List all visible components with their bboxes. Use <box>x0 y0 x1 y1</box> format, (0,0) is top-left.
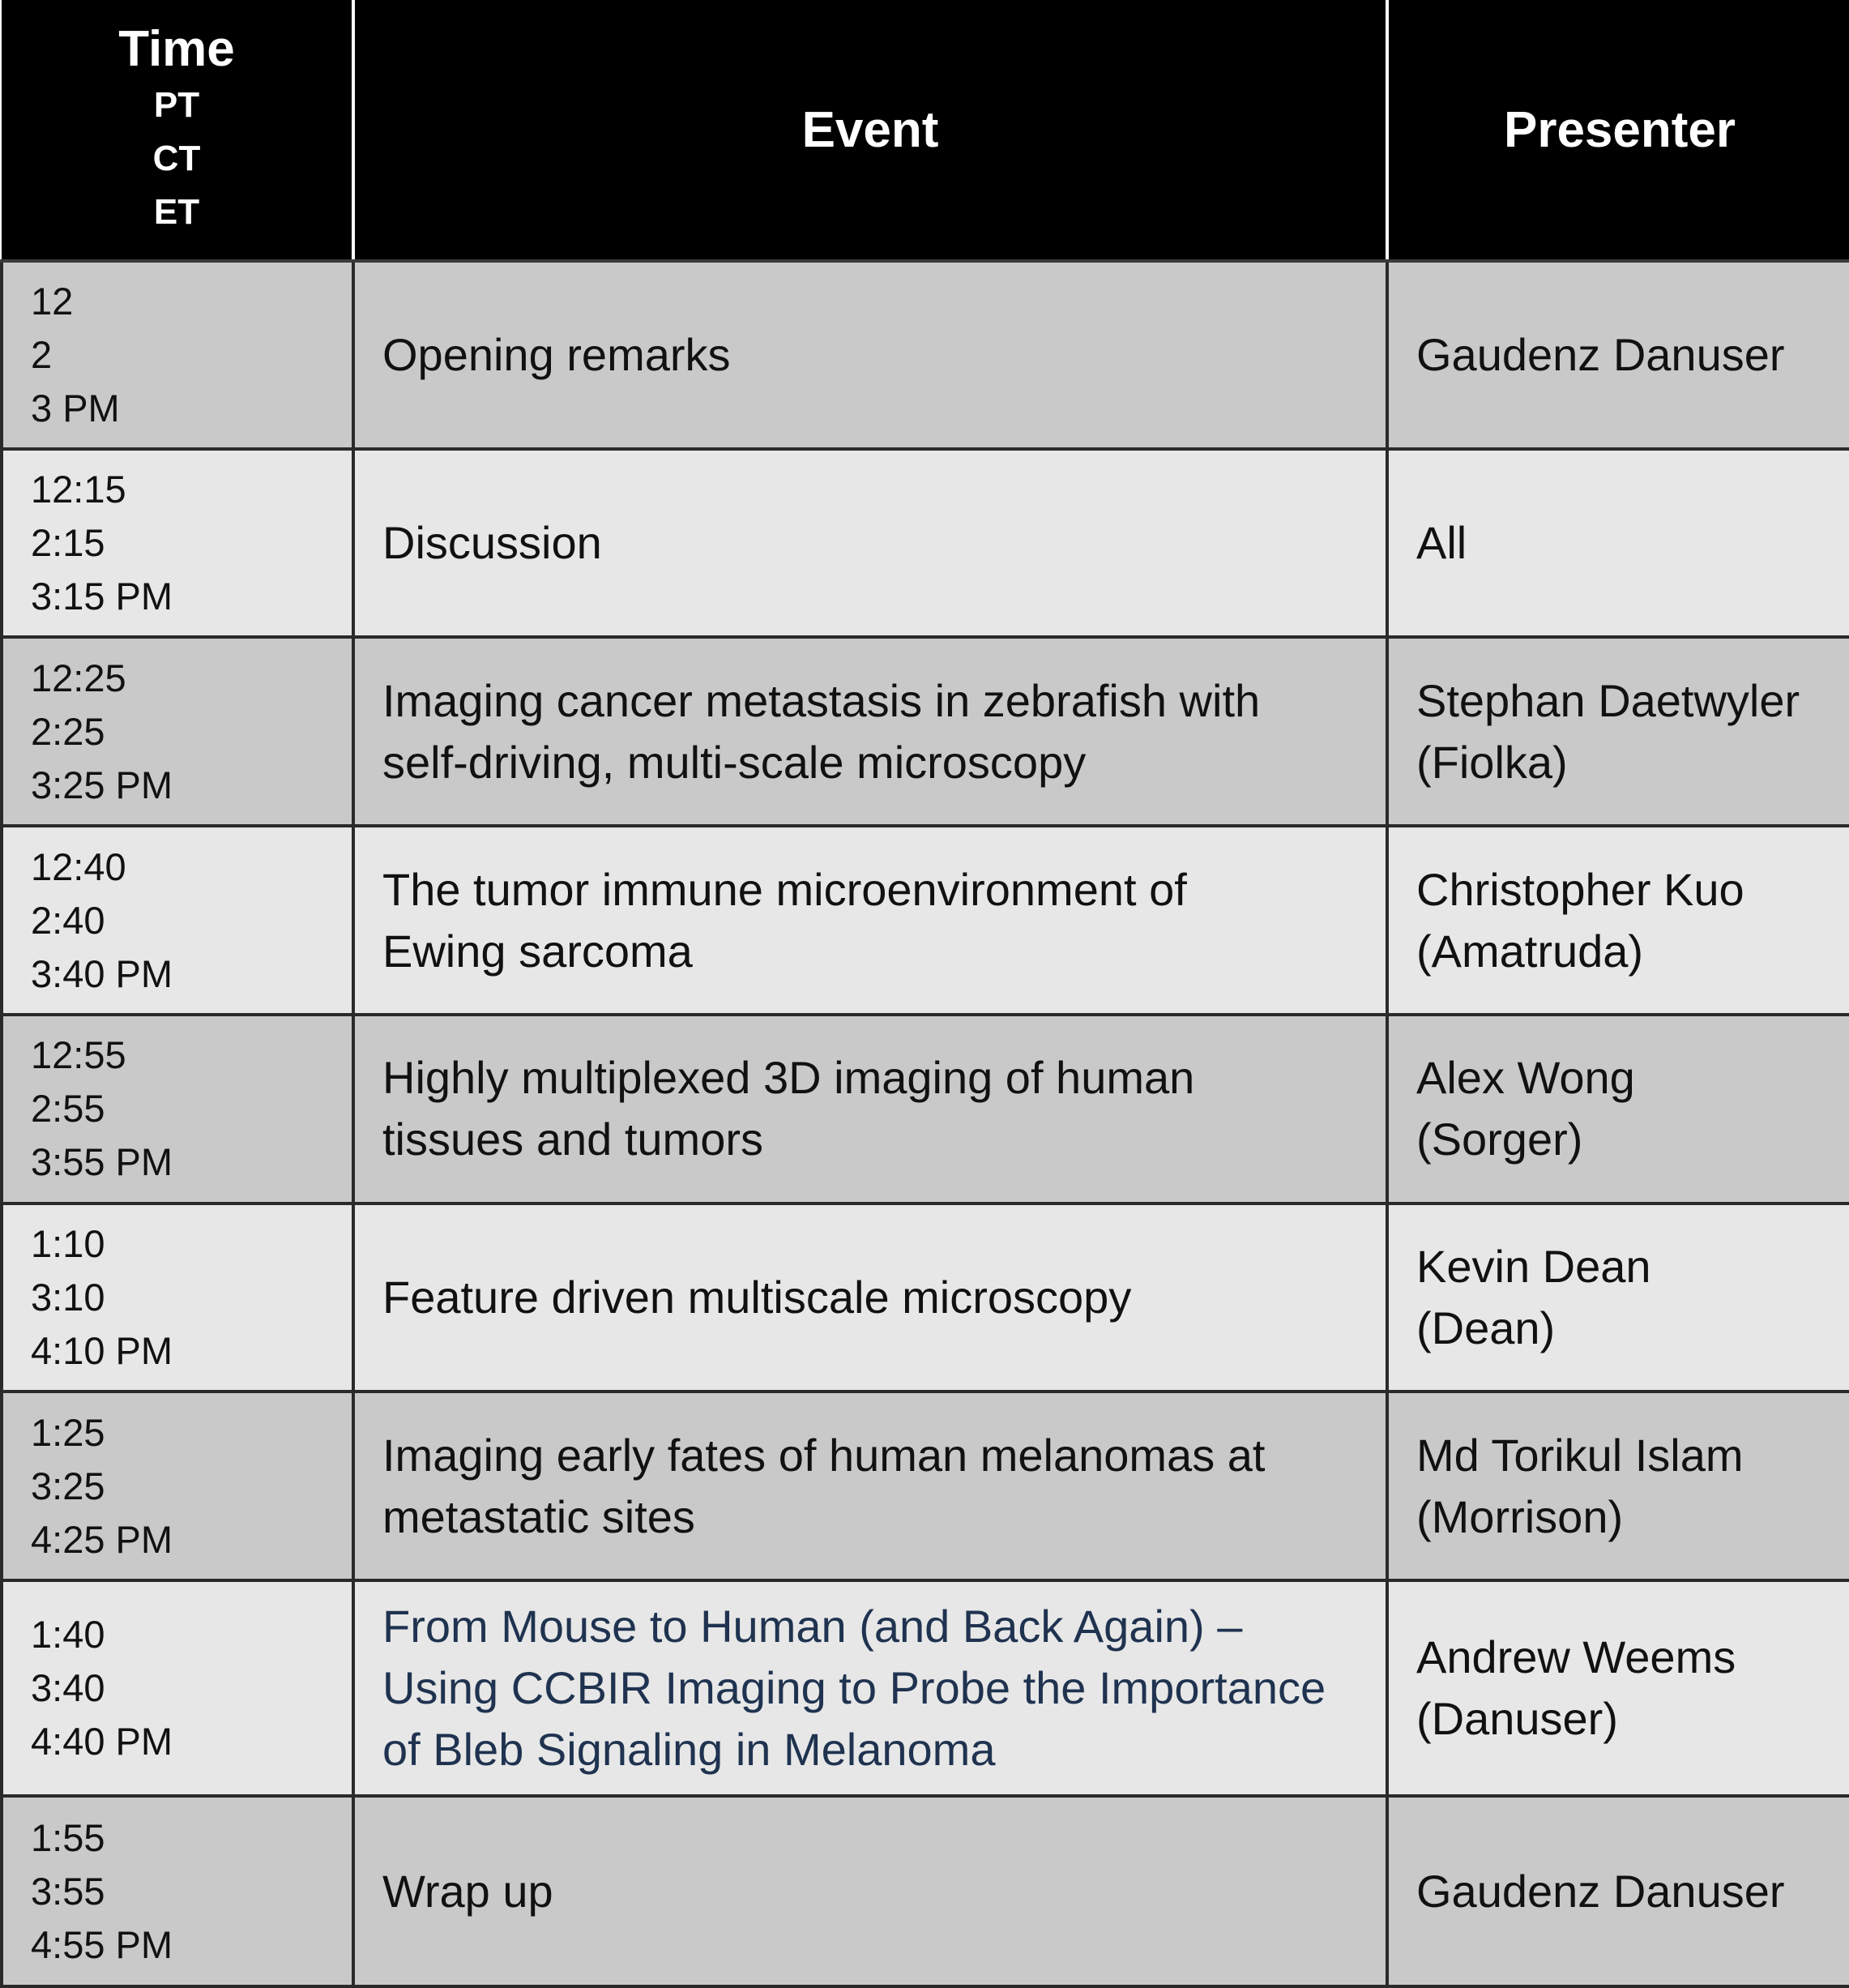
time-cell <box>2 1015 353 1203</box>
time-et: 4:40 PM <box>31 1720 173 1764</box>
table-row <box>2 1580 1849 1796</box>
presenter-column-header <box>1387 0 1849 261</box>
presenter-cell <box>1387 449 1849 638</box>
time-zone-et: ET <box>153 192 200 232</box>
event-title-line: Highly multiplexed 3D imaging of human <box>382 1052 1195 1104</box>
time-pt: 12:55 <box>31 1033 126 1077</box>
time-et: 3 PM <box>31 386 120 430</box>
presenter-lab: (Danuser) <box>1416 1693 1618 1745</box>
presenter-cell <box>1387 261 1849 449</box>
presenter-lab: (Morrison) <box>1416 1490 1624 1542</box>
time-pt: 12:25 <box>31 656 126 699</box>
header-row <box>2 0 1849 261</box>
table-row <box>2 1392 1849 1580</box>
event-title-line: Imaging cancer metastasis in zebrafish with <box>382 674 1261 726</box>
time-et: 3:40 PM <box>31 951 173 995</box>
time-ct: 3:40 <box>31 1666 105 1710</box>
time-ct: 3:25 <box>31 1464 105 1507</box>
table-row <box>2 1796 1849 1986</box>
time-pt: 12 <box>31 279 74 323</box>
event-cell <box>353 826 1387 1015</box>
time-cell <box>2 1580 353 1796</box>
time-cell <box>2 826 353 1015</box>
time-ct: 3:10 <box>31 1276 105 1319</box>
time-cell <box>2 637 353 826</box>
event-title-line: Imaging early fates of human melanomas at <box>382 1429 1266 1481</box>
presenter-cell <box>1387 637 1849 826</box>
event-title-line: Ewing sarcoma <box>382 925 693 977</box>
table-row <box>2 826 1849 1015</box>
presenter-name: Gaudenz Danuser <box>1416 328 1785 380</box>
presenter-cell <box>1387 1203 1849 1392</box>
presenter-cell <box>1387 1015 1849 1203</box>
time-pt: 1:40 <box>31 1613 105 1657</box>
event-title-link-line[interactable]: of Bleb Signaling in Melanoma <box>382 1724 996 1776</box>
presenter-name: Md Torikul Islam <box>1416 1429 1744 1481</box>
event-title-line: The tumor immune microenvironment of <box>382 863 1187 915</box>
time-et: 3:55 PM <box>31 1140 173 1184</box>
presenter-name: Christopher Kuo <box>1416 863 1744 915</box>
event-cell <box>353 1796 1387 1986</box>
event-cell <box>353 1392 1387 1580</box>
time-et: 4:25 PM <box>31 1517 173 1561</box>
presenter-cell <box>1387 1796 1849 1986</box>
table-row <box>2 449 1849 638</box>
time-ct: 2:40 <box>31 898 105 942</box>
event-cell <box>353 1015 1387 1203</box>
event-cell <box>353 637 1387 826</box>
time-zone-ct: CT <box>152 139 201 178</box>
presenter-name: Andrew Weems <box>1416 1631 1736 1683</box>
presenter-name: Stephan Daetwyler <box>1416 674 1800 726</box>
presenter-header-label: Presenter <box>1503 101 1736 158</box>
time-header-label: Time <box>118 21 235 77</box>
time-pt: 1:55 <box>31 1815 105 1859</box>
presenter-cell <box>1387 1580 1849 1796</box>
event-title-link-line[interactable]: Using CCBIR Imaging to Probe the Importance <box>382 1662 1326 1714</box>
event-cell <box>353 261 1387 449</box>
time-cell <box>2 449 353 638</box>
time-zone-pt: PT <box>153 85 200 125</box>
presenter-cell <box>1387 826 1849 1015</box>
time-cell <box>2 1203 353 1392</box>
time-pt: 12:15 <box>31 468 126 511</box>
time-cell <box>2 261 353 449</box>
presenter-name: Gaudenz Danuser <box>1416 1865 1785 1917</box>
event-title: Feature driven multiscale microscopy <box>382 1272 1132 1323</box>
event-title-line: tissues and tumors <box>382 1114 763 1165</box>
event-title-link-line[interactable]: From Mouse to Human (and Back Again) – <box>382 1601 1243 1652</box>
time-pt: 12:40 <box>31 844 126 888</box>
time-et: 4:10 PM <box>31 1329 173 1373</box>
presenter-name: All <box>1416 517 1467 569</box>
event-title: Wrap up <box>382 1865 553 1917</box>
time-cell <box>2 1392 353 1580</box>
time-et: 4:55 PM <box>31 1922 173 1966</box>
time-pt: 1:25 <box>31 1410 105 1454</box>
time-ct: 2 <box>31 332 53 376</box>
presenter-lab: (Amatruda) <box>1416 925 1644 977</box>
event-cell <box>353 1203 1387 1392</box>
event-header-label: Event <box>801 101 939 158</box>
presenter-lab: (Dean) <box>1416 1302 1556 1354</box>
event-cell <box>353 449 1387 638</box>
time-ct: 2:55 <box>31 1087 105 1131</box>
time-cell <box>2 1796 353 1986</box>
presenter-lab: (Sorger) <box>1416 1114 1583 1165</box>
event-title: Opening remarks <box>382 328 731 380</box>
event-cell[interactable] <box>353 1580 1387 1796</box>
presenter-lab: (Fiolka) <box>1416 736 1568 788</box>
event-title-line: self-driving, multi-scale microscopy <box>382 736 1087 788</box>
time-et: 3:25 PM <box>31 763 173 806</box>
presenter-name: Kevin Dean <box>1416 1241 1651 1293</box>
table-row <box>2 1203 1849 1392</box>
time-ct: 2:25 <box>31 709 105 753</box>
presenter-cell <box>1387 1392 1849 1580</box>
event-title-line: metastatic sites <box>382 1490 695 1542</box>
table-row <box>2 1015 1849 1203</box>
time-pt: 1:10 <box>31 1222 105 1266</box>
table-row <box>2 637 1849 826</box>
event-column-header <box>353 0 1387 261</box>
presenter-name: Alex Wong <box>1416 1052 1635 1104</box>
time-ct: 3:55 <box>31 1869 105 1913</box>
time-ct: 2:15 <box>31 521 105 565</box>
event-title: Discussion <box>382 517 602 569</box>
time-column-header <box>2 0 353 261</box>
table-row <box>2 261 1849 449</box>
time-et: 3:15 PM <box>31 575 173 618</box>
